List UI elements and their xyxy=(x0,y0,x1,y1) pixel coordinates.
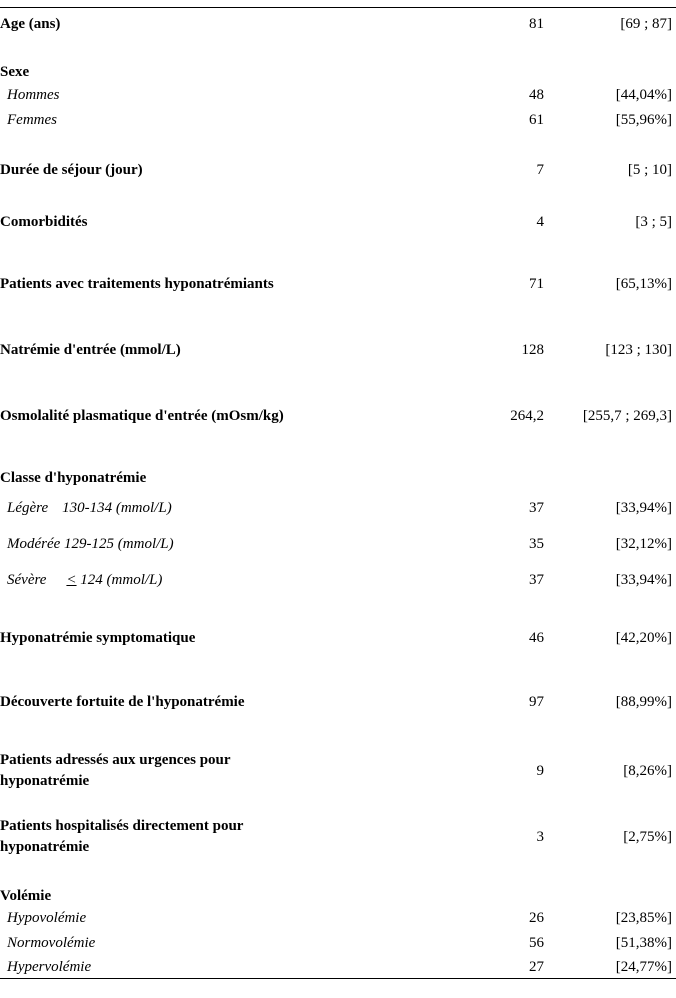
table-row-hospitalises xyxy=(0,816,676,858)
row-interval: [32,12%] xyxy=(615,536,672,552)
table-row-femmes xyxy=(0,110,676,130)
row-label: Modérée 129-125 (mmol/L) xyxy=(7,536,174,552)
row-value: 37 xyxy=(529,572,544,588)
row-label: Natrémie d'entrée (mmol/L) xyxy=(0,342,181,358)
row-label: Patients avec traitements hyponatrémiants xyxy=(0,276,274,292)
row-interval: [24,77%] xyxy=(615,959,672,975)
row-label: Normovolémie xyxy=(7,935,96,951)
table-row-urgences xyxy=(0,750,676,792)
row-label-part: 130-134 (mmol/L) xyxy=(62,500,172,516)
row-interval: [69 ; 87] xyxy=(620,16,672,32)
table-row-normovolemie xyxy=(0,933,676,953)
table-bottom-rule xyxy=(0,978,676,979)
row-value: 26 xyxy=(529,910,544,926)
row-value: 264,2 xyxy=(510,408,544,424)
row-label: Hypovolémie xyxy=(7,910,87,926)
row-label-symbol: < xyxy=(66,572,77,588)
table-row-age xyxy=(0,14,676,34)
row-interval: [51,38%] xyxy=(615,935,672,951)
row-label: Volémie xyxy=(0,888,52,904)
row-label xyxy=(7,570,162,590)
row-label xyxy=(0,816,243,858)
row-value: 9 xyxy=(536,763,544,779)
table-row-moderee xyxy=(0,534,676,554)
row-value: 4 xyxy=(536,214,544,230)
row-label: Hypervolémie xyxy=(7,959,92,975)
row-value: 61 xyxy=(529,112,544,128)
row-interval: [33,94%] xyxy=(615,572,672,588)
row-label: Femmes xyxy=(7,112,57,128)
row-interval: [3 ; 5] xyxy=(635,214,672,230)
table-row-fortuite xyxy=(0,692,676,712)
row-label: Age (ans) xyxy=(0,16,61,32)
table-row-duree xyxy=(0,160,676,180)
table-row-classe xyxy=(0,468,676,488)
row-value: 27 xyxy=(529,959,544,975)
row-interval: [55,96%] xyxy=(615,112,672,128)
row-value: 37 xyxy=(529,500,544,516)
row-interval: [2,75%] xyxy=(623,829,672,845)
row-interval: [5 ; 10] xyxy=(627,162,672,178)
row-label-part: Légère xyxy=(7,500,49,516)
row-label-part: Sévère xyxy=(7,572,47,588)
row-value: 48 xyxy=(529,87,544,103)
row-label-part: 124 (mmol/L) xyxy=(80,572,163,588)
row-value: 81 xyxy=(529,16,544,32)
row-label-line: Patients hospitalisés directement pour xyxy=(0,818,244,834)
row-label: Durée de séjour (jour) xyxy=(0,162,143,178)
table-row-hypovolemie xyxy=(0,908,676,928)
row-value: 46 xyxy=(529,630,544,646)
table-row-comorbidites xyxy=(0,212,676,232)
row-value: 97 xyxy=(529,694,544,710)
row-interval: [33,94%] xyxy=(615,500,672,516)
row-label xyxy=(7,498,172,518)
table-top-rule xyxy=(0,7,676,8)
row-label: Classe d'hyponatrémie xyxy=(0,470,147,486)
row-value: 35 xyxy=(529,536,544,552)
row-interval: [44,04%] xyxy=(615,87,672,103)
row-label-line: hyponatrémie xyxy=(0,839,90,855)
row-label: Comorbidités xyxy=(0,214,88,230)
row-interval: [255,7 ; 269,3] xyxy=(582,408,672,424)
row-interval: [8,26%] xyxy=(623,763,672,779)
table-row-hommes xyxy=(0,85,676,105)
table-row-volemie xyxy=(0,886,676,906)
row-interval: [123 ; 130] xyxy=(605,342,672,358)
row-interval: [23,85%] xyxy=(615,910,672,926)
row-label: Hommes xyxy=(7,87,60,103)
row-label-line: Patients adressés aux urgences pour xyxy=(0,752,231,768)
table-row-natremie xyxy=(0,340,676,360)
table-row-traitements xyxy=(0,274,676,294)
table-row-symptomatique xyxy=(0,628,676,648)
table-row-severe xyxy=(0,570,676,590)
row-value: 3 xyxy=(536,829,544,845)
row-label: Osmolalité plasmatique d'entrée (mOsm/kg) xyxy=(0,408,284,424)
row-label: Sexe xyxy=(0,64,30,80)
row-interval: [42,20%] xyxy=(615,630,672,646)
table-row-sexe xyxy=(0,62,676,82)
table-row-hypervolemie xyxy=(0,957,676,977)
row-label xyxy=(0,750,231,792)
row-interval: [65,13%] xyxy=(615,276,672,292)
row-label: Découverte fortuite de l'hyponatrémie xyxy=(0,694,245,710)
row-value: 56 xyxy=(529,935,544,951)
row-value: 71 xyxy=(529,276,544,292)
table-row-osmolalite xyxy=(0,406,676,426)
row-value: 128 xyxy=(521,342,544,358)
row-label: Hyponatrémie symptomatique xyxy=(0,630,196,646)
row-label-line: hyponatrémie xyxy=(0,773,90,789)
row-interval: [88,99%] xyxy=(615,694,672,710)
row-value: 7 xyxy=(536,162,544,178)
table-row-legere xyxy=(0,498,676,518)
